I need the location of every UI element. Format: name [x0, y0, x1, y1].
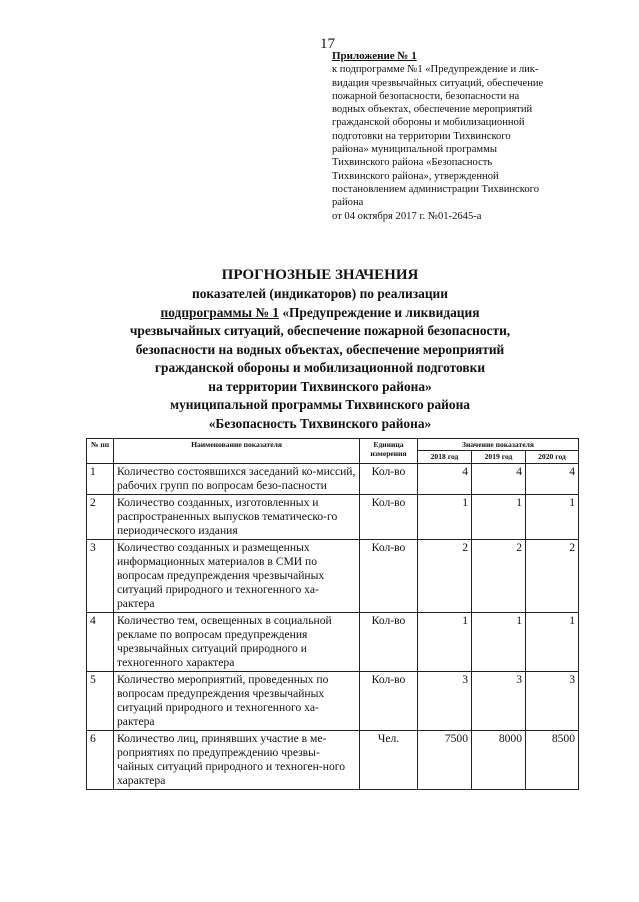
row-value-2018: 2 — [418, 539, 472, 612]
appendix-line: гражданской обороны и мобилизационной — [332, 117, 525, 129]
header-values: Значение показателя — [418, 439, 579, 451]
header-name: Наименование показателя — [114, 439, 360, 464]
heading-line: чрезвычайных ситуаций, обеспечение пожарной безопасности, — [129, 323, 511, 338]
heading-line-rest: «Предупреждение и ликвидация — [278, 304, 480, 320]
row-unit: Кол-во — [360, 539, 418, 612]
row-value-2020: 2 — [526, 539, 579, 612]
subprogram-label: подпрограммы № 1 — [160, 304, 279, 320]
appendix-line: водных объектах, обеспечение мероприятий — [332, 104, 533, 116]
appendix-line: к подпрограмме №1 «Предупреждение и лик- — [332, 64, 539, 76]
heading-line: «Безопасность Тихвинского района» — [208, 415, 432, 431]
page-number: 17 — [320, 36, 335, 52]
row-unit: Кол-во — [360, 494, 418, 539]
table-row — [87, 494, 579, 539]
row-name: Количество созданных и размещенных информационных материалов в СМИ по вопросам предупреждения чрезвычайных ситуаций природного и техногенного ха-рактера — [114, 539, 360, 612]
row-name: Количество созданных, изготовленных и распространенных выпусков тематическо-го периодического издания — [114, 494, 360, 539]
row-num: 3 — [87, 539, 114, 612]
heading-line: показателей (индикаторов) по реализации — [192, 286, 448, 301]
header-year-2019: 2019 год — [472, 451, 526, 463]
table-row — [87, 463, 579, 494]
row-name: Количество лиц, принявших участие в ме-роприятиях по предупреждению чрезвы-чайных ситуаций природного и техноген-ного характера — [114, 730, 360, 789]
row-value-2020: 3 — [526, 671, 579, 730]
appendix-line: от 04 октября 2017 г. №01-2645-а — [332, 210, 482, 222]
heading-line: на территории Тихвинского района» — [208, 378, 432, 394]
indicators-table — [86, 438, 579, 790]
appendix-block — [332, 50, 592, 223]
header-num: № пп — [87, 439, 114, 464]
row-value-2019: 1 — [472, 494, 526, 539]
table-row — [87, 612, 579, 671]
row-value-2018: 7500 — [418, 730, 472, 789]
row-unit: Чел. — [360, 730, 418, 789]
row-value-2020: 8500 — [526, 730, 579, 789]
heading-title: ПРОГНОЗНЫЕ ЗНАЧЕНИЯ — [221, 267, 419, 283]
row-name: Количество состоявшихся заседаний ко-миссий, рабочих групп по вопросам безо-пасности — [114, 463, 360, 494]
row-name: Количество мероприятий, проведенных по вопросам предупреждения чрезвычайных ситуаций природного и техногенного ха-рактера — [114, 671, 360, 730]
appendix-title: Приложение № 1 — [332, 50, 417, 62]
row-value-2020: 4 — [526, 463, 579, 494]
row-unit: Кол-во — [360, 671, 418, 730]
row-value-2018: 3 — [418, 671, 472, 730]
table-row — [87, 671, 579, 730]
row-num: 5 — [87, 671, 114, 730]
row-value-2020: 1 — [526, 612, 579, 671]
appendix-line: Тихвинского района «Безопасность — [332, 157, 493, 169]
table-row — [87, 730, 579, 789]
row-value-2019: 3 — [472, 671, 526, 730]
document-heading — [90, 266, 550, 433]
heading-line: безопасности на водных объектах, обеспечение мероприятий — [135, 341, 505, 357]
row-num: 4 — [87, 612, 114, 671]
appendix-line: района» муниципальной программы — [332, 144, 497, 156]
row-value-2019: 1 — [472, 612, 526, 671]
appendix-line: Тихвинского района», утвержденной — [332, 170, 499, 182]
row-unit: Кол-во — [360, 463, 418, 494]
appendix-line: видация чрезвычайных ситуаций, обеспечение — [332, 77, 544, 89]
row-name: Количество тем, освещенных в социальной рекламе по вопросам предупреждения чрезвычайных ситуаций природного и техногенного характера — [114, 612, 360, 671]
row-value-2019: 8000 — [472, 730, 526, 789]
appendix-line: района — [332, 197, 364, 209]
row-num: 1 — [87, 463, 114, 494]
row-value-2018: 4 — [418, 463, 472, 494]
appendix-line: постановлением администрации Тихвинского — [332, 183, 540, 195]
row-value-2018: 1 — [418, 494, 472, 539]
row-value-2020: 1 — [526, 494, 579, 539]
row-value-2019: 4 — [472, 463, 526, 494]
row-unit: Кол-во — [360, 612, 418, 671]
row-num: 2 — [87, 494, 114, 539]
appendix-line: подготовки на территории Тихвинского — [332, 130, 511, 142]
row-value-2019: 2 — [472, 539, 526, 612]
row-value-2018: 1 — [418, 612, 472, 671]
heading-line — [90, 304, 550, 323]
header-unit: Единица измерения — [360, 439, 418, 464]
appendix-line: пожарной безопасности, безопасности на — [332, 90, 520, 102]
table-row — [87, 539, 579, 612]
row-num: 6 — [87, 730, 114, 789]
heading-line: гражданской обороны и мобилизационной подготовки — [154, 360, 486, 375]
heading-line: муниципальной программы Тихвинского района — [169, 397, 470, 412]
table-header-row — [87, 439, 579, 451]
header-year-2018: 2018 год — [418, 451, 472, 463]
header-year-2020: 2020 год — [526, 451, 579, 463]
